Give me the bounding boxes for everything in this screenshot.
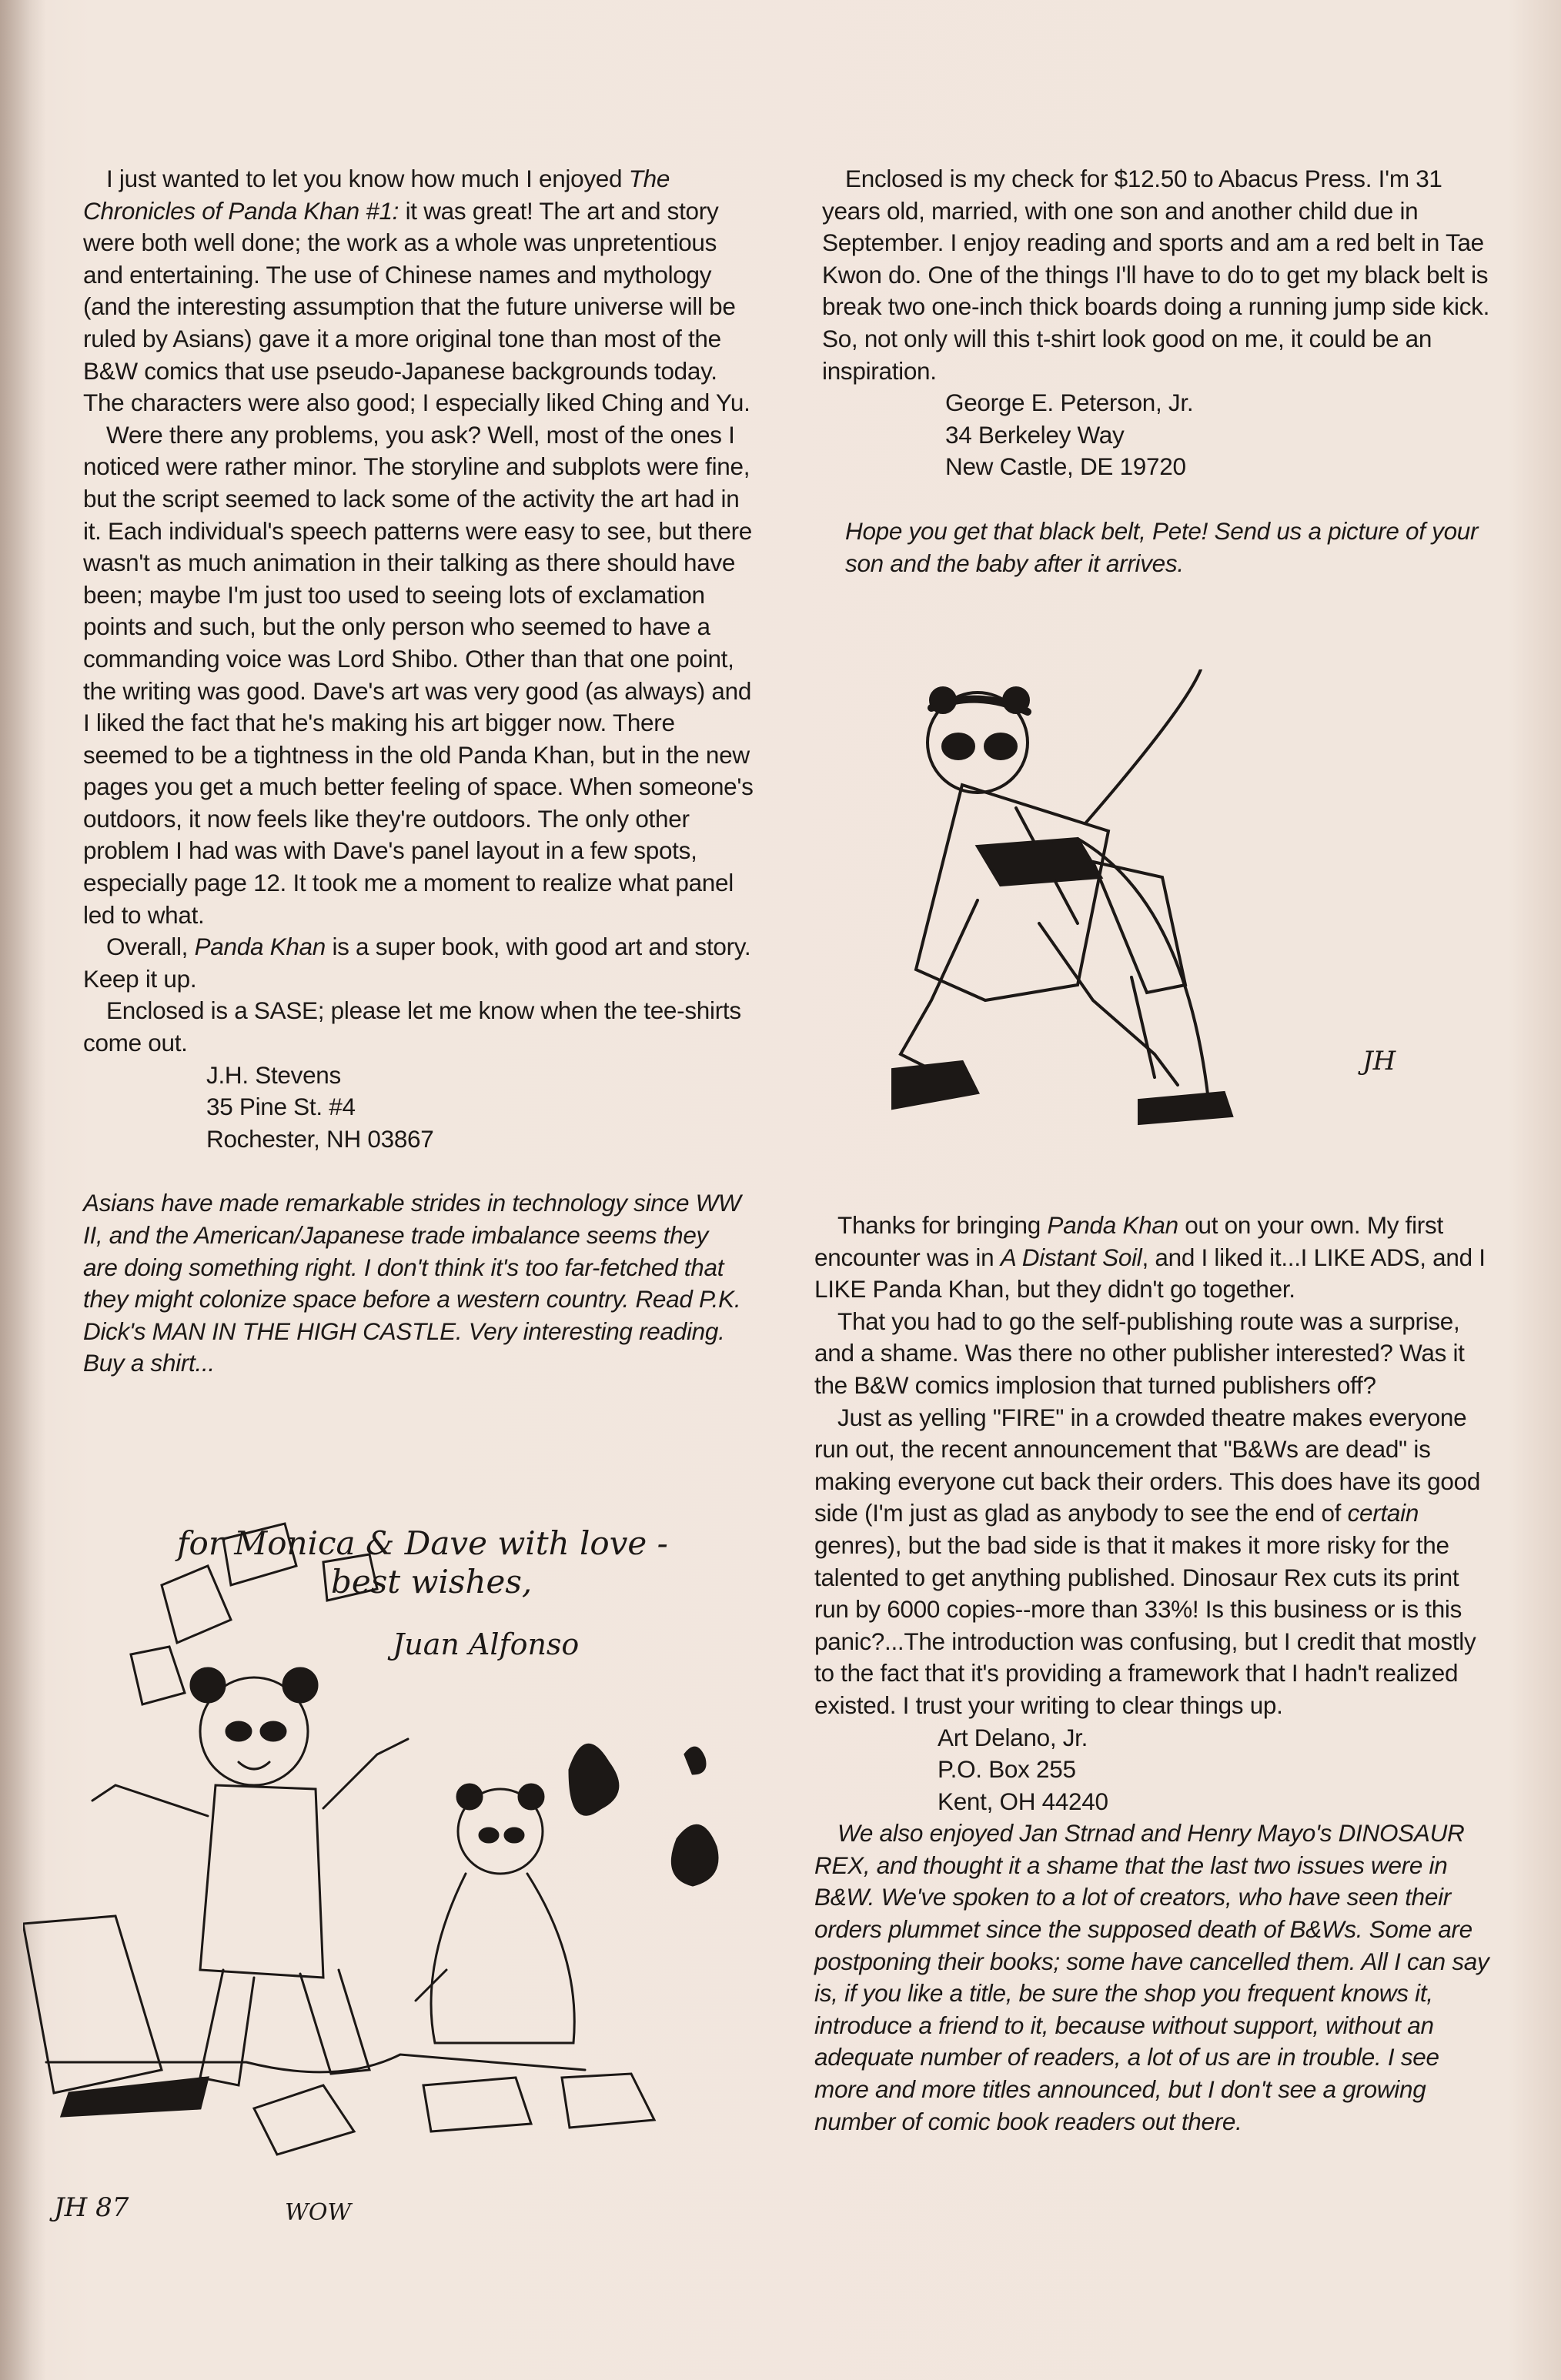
letter-paragraph: Just as yelling "FIRE" in a crowded theatre makes everyone run out, the recent announcement that "B&Ws are dead" is making everyone cut back their orders. This does have its good side (I'm just as glad as anybody to see the end of certain genres), but the bad side is that it makes it more risky for the talented to get anything published. Dinosaur Rex cuts its print run by 6000 copies--more than 33%! Is this business or is this panic?...The introduction was confusing, but I credit that mostly to the fact that it's providing a framework that I hadn't realized existed. I trust your writing to clear things up. <box>814 1403 1481 1719</box>
letter-paragraph: Enclosed is a SASE; please let me know when the tee-shirts come out. <box>83 996 741 1057</box>
editor-reply: We also enjoyed Jan Strnad and Henry Mayo's DINOSAUR REX, and thought it a shame that the last two issues were in B&W. We've spoken to a lot of creators, who have seen their orders plummet since the supposed death of B&Ws. Some are postponing their books; some have cancelled them. All I can say is, if you like a title, be sure the shop you frequent knows it, introduce a friend to it, because without support, without an adequate number of readers, a lot of us are in trouble. I see more and more titles announced, but I don't see a growing number of comic book readers out there. <box>814 1819 1489 2135</box>
signature-name: Art Delano, Jr. <box>938 1723 1088 1751</box>
italic-title: Panda Khan <box>1047 1211 1178 1239</box>
sketch-label-wow: WOW <box>285 2199 352 2226</box>
illustration-panda-warrior <box>862 669 1447 1147</box>
right-column-bottom <box>814 1210 1492 2138</box>
signature-name: George E. Peterson, Jr. <box>945 389 1194 417</box>
pandas-sketch <box>23 1477 770 2247</box>
letter-delano <box>814 1210 1492 1818</box>
right-column-top <box>822 163 1492 579</box>
italic-title: certain <box>1347 1499 1419 1527</box>
letter-paragraph: Enclosed is my check for $12.50 to Abacus Press. I'm 31 years old, married, with one son and another child due in September. I enjoy reading and sports and am a red belt in Tae Kwon do. One of the things I'll have to do to get my black belt is break two one-inch thick boards doing a running jump side kick. So, not only will this t-shirt look good on me, it could be an inspiration. <box>822 165 1490 385</box>
inscription-line-1: for Monica & Dave with love - <box>177 1524 668 1562</box>
panda-warrior-sketch <box>862 669 1447 1147</box>
artist-mark: JH 87 <box>54 2192 129 2223</box>
signature-street: 34 Berkeley Way <box>945 420 1125 449</box>
editor-reply: Hope you get that black belt, Pete! Send us a picture of your son and the baby after it arrives. <box>845 516 1479 577</box>
signature-street: 35 Pine St. #4 <box>206 1093 356 1121</box>
letter-stevens <box>83 163 760 1155</box>
panda-artist-mark: JH <box>1362 1046 1396 1077</box>
italic-title: The Chronicles of Panda Khan #1: <box>83 165 670 225</box>
inscription-line-2: best wishes, <box>331 1563 533 1601</box>
letter-paragraph: Overall, Panda Khan is a super book, with good art and story. Keep it up. <box>83 933 751 993</box>
signature-block <box>83 1060 760 1156</box>
italic-title: A Distant Soil <box>1000 1243 1142 1271</box>
signature-city: Rochester, NH 03867 <box>206 1124 434 1153</box>
signature-street: P.O. Box 255 <box>938 1755 1076 1784</box>
letter-paragraph: That you had to go the self-publishing route was a surprise, and a shame. Was there no other publisher interested? Was it the B&W comics implosion that turned publishers off? <box>814 1307 1465 1399</box>
letter-paragraph: Were there any problems, you ask? Well, most of the ones I noticed were rather minor. The storyline and subplots were fine, but the script seemed to lack some of the activity the art had in it. Each individual's speech patterns were easy to see, but there wasn't as much animation in their talking as there should have been; maybe I'm just too used to seeing lots of exclamation points and such, but the only person who seemed to have a commanding voice was Lord Shibo. Other than that one point, the writing was good. Dave's art was very good (as always) and I liked the fact that he's making his art bigger now. There seemed to be a tightness in the old Panda Khan, but in the new pages you get a much better feeling of space. When someone's outdoors, it now feels like they're outdoors. The only other problem I had was with Dave's panel layout in a few spots, especially page 12. It took me a moment to realize what panel led to what. <box>83 420 754 929</box>
signature-city: New Castle, DE 19720 <box>945 452 1186 481</box>
left-column <box>83 163 760 1380</box>
letter-paragraph: I just wanted to let you know how much I enjoyed The Chronicles of Panda Khan #1: it was great! The art and story were both well done; the work as a whole was unpretentious and entertaining. The use of Chinese names and mythology (and the interesting assumption that the future universe will be ruled by Asians) gave it a more original tone than most of the B&W comics that use pseudo-Japanese backgrounds today. The characters were also good; I especially liked Ching and Yu. <box>83 165 750 417</box>
signature-city: Kent, OH 44240 <box>938 1787 1108 1815</box>
editor-reply: Asians have made remarkable strides in technology since WW II, and the American/Japanese trade imbalance seems they are doing something right. I don't think it's too far-fetched that they might colonize space before a western country. Read P.K. Dick's MAN IN THE HIGH CASTLE. Very interesting reading. Buy a shirt... <box>83 1189 741 1377</box>
signature-name: J.H. Stevens <box>206 1060 341 1089</box>
letter-peterson <box>822 163 1492 483</box>
illustration-pandas-drawing <box>23 1477 770 2247</box>
italic-title: Panda Khan <box>194 933 326 961</box>
artist-signature: Juan Alfonso <box>393 1627 580 1661</box>
letter-paragraph: Thanks for bringing Panda Khan out on your own. My first encounter was in A Distant Soil, and I liked it...I LIKE ADS, and I LIKE Panda Khan, but they didn't go together. <box>814 1211 1486 1303</box>
